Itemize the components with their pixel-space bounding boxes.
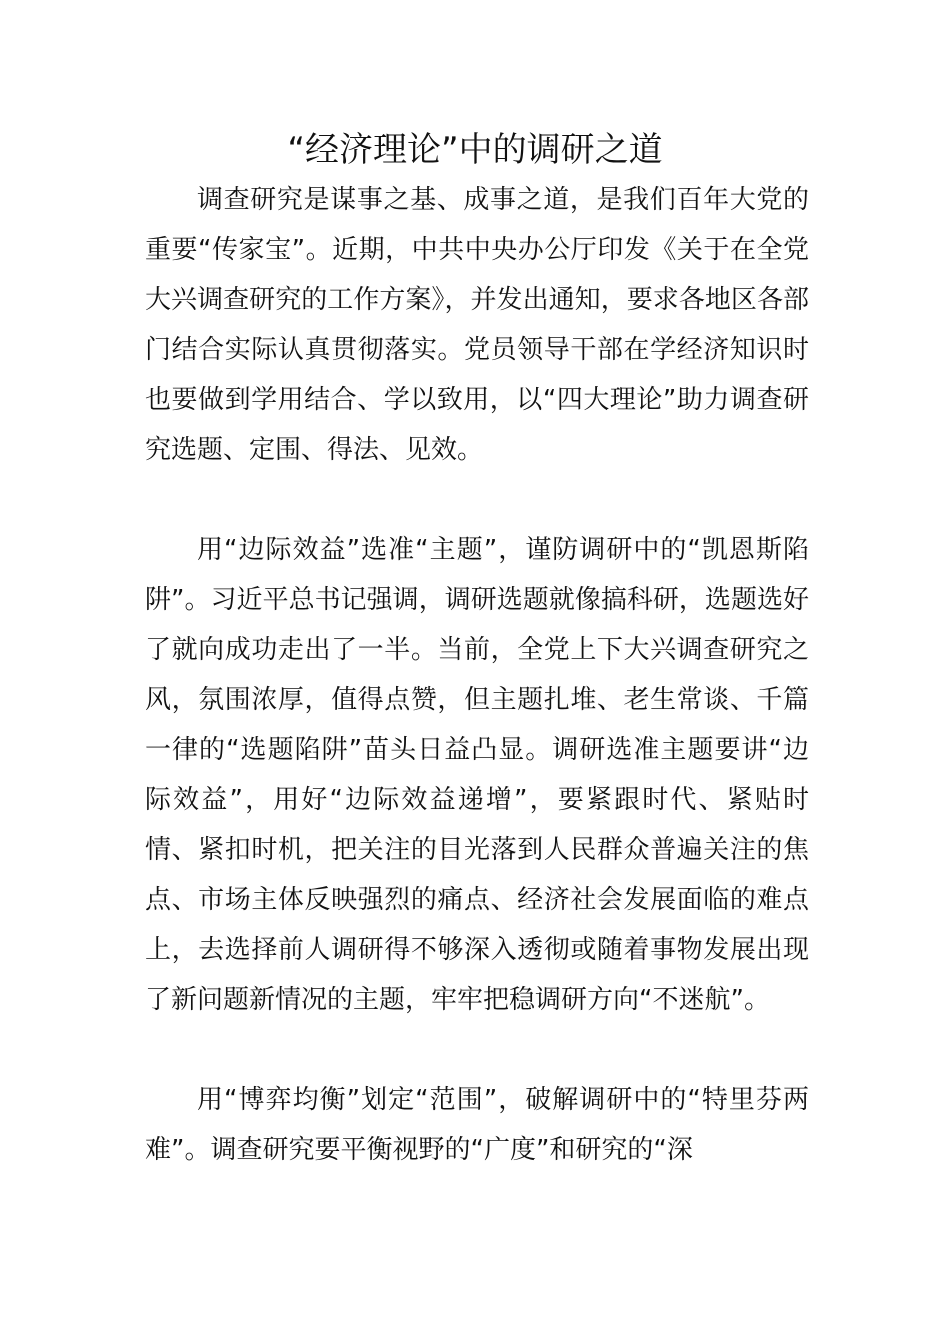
paragraph-intro: 调查研究是谋事之基、成事之道，是我们百年大党的重要“传家宝”。近期，中共中央办公厅印发《关于在全党大兴调查研究的工作方案》，并发出通知，要求各地区各部门结合实际认真贯彻落实。党员领导干部在学经济知识时也要做到学用结合、学以致用，以“四大理论”助力调查研究选题、定围、得法、见效。 (145, 185, 809, 465)
document-title: “经济理论”中的调研之道 (287, 130, 663, 170)
paragraph-marginal-benefit: 用“边际效益”选准“主题”，谨防调研中的“凯恩斯陷阱”。习近平总书记强调，调研选题就像搞科研，选题选好了就向成功走出了一半。当前，全党上下大兴调查研究之风，氛围浓厚，值得点赞，但主题扎堆、老生常谈、千篇一律的“选题陷阱”苗头日益凸显。调研选准主题要讲“边际效益”，用好“边际效益递增”，要紧跟时代、紧贴时情、紧扣时机，把关注的目光落到人民群众普遍关注的焦点、市场主体反映强烈的痛点、经济社会发展面临的难点上，去选择前人调研得不够深入透彻或随着事物发展出现了新问题新情况的主题，牢牢把稳调研方向“不迷航”。 (145, 535, 809, 1015)
document-body (145, 175, 809, 1175)
paragraph-game-equilibrium: 用“博弈均衡”划定“范围”，破解调研中的“特里芬两难”。调查研究要平衡视野的“广度”和研究的“深 (145, 1085, 809, 1165)
